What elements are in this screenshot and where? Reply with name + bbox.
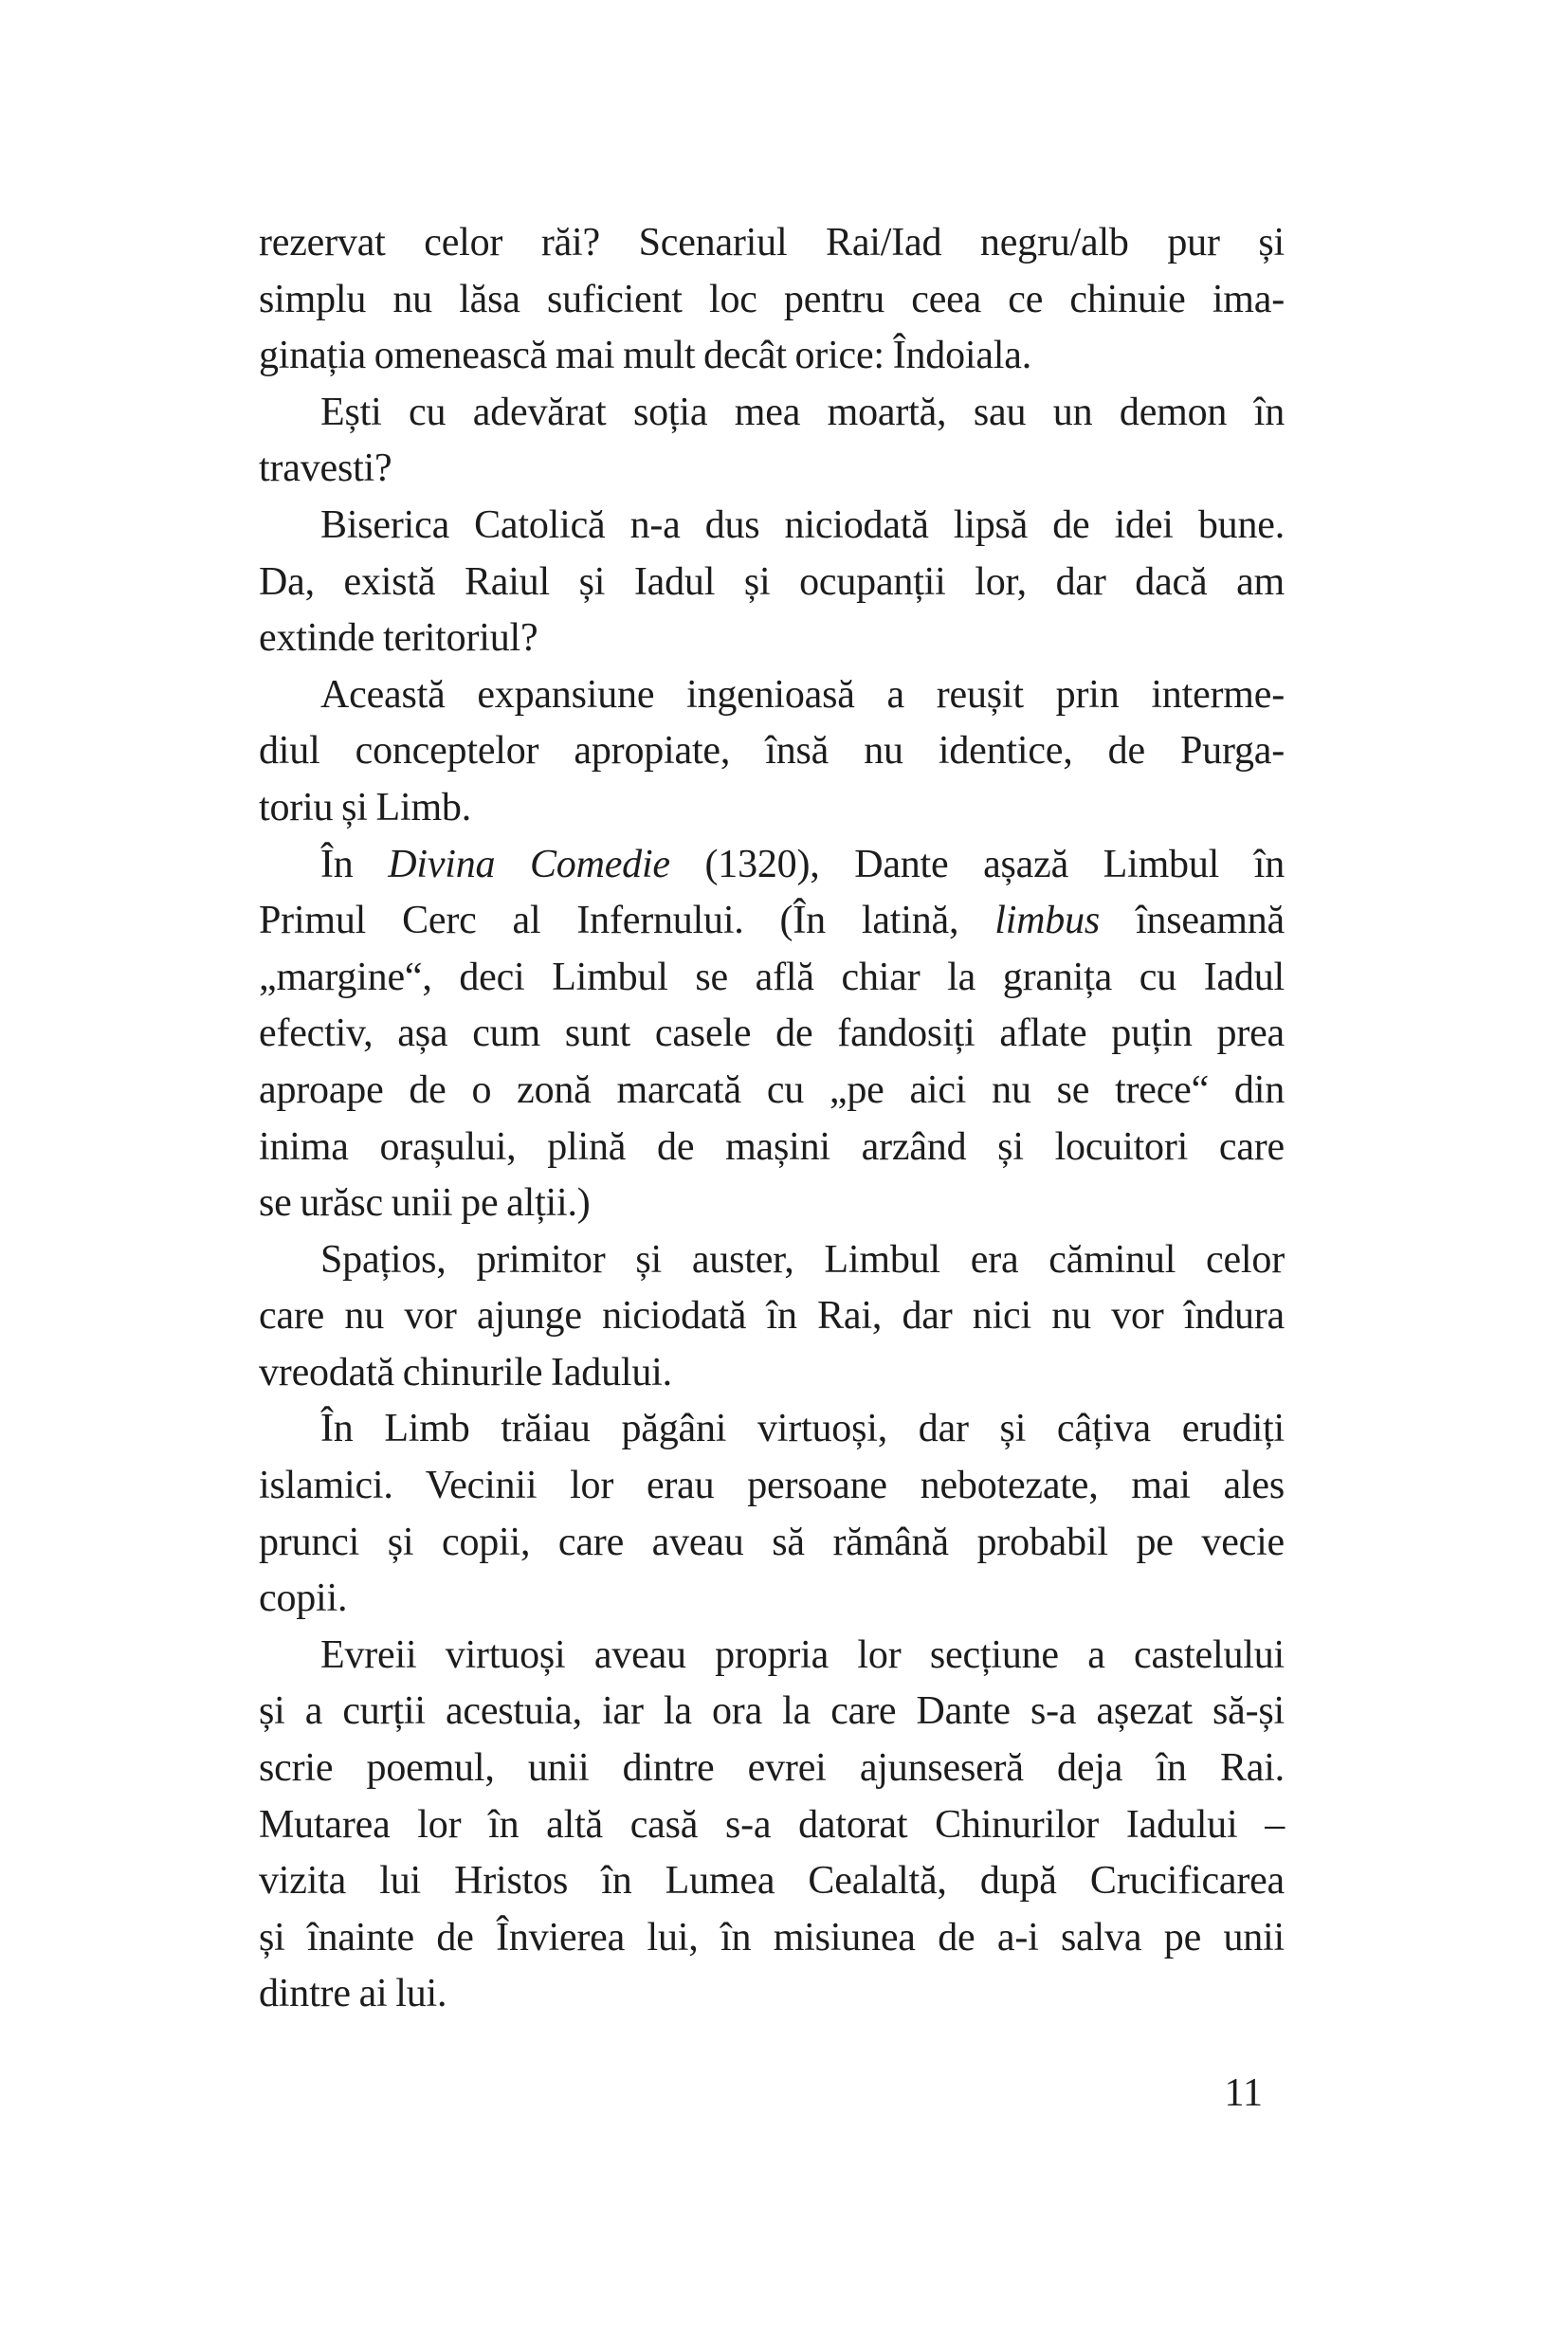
text-segment: În [320, 842, 389, 886]
text-segment: vreodată chinurile Iadului. [259, 1350, 672, 1394]
text-line [259, 1288, 1285, 1345]
text-line [259, 385, 1285, 442]
text-segment: extinde teritoriul? [259, 616, 538, 661]
text-line [259, 1628, 1285, 1685]
text-segment: scrie poemul, unii dintre evrei ajunseseră deja în Rai. [259, 1746, 1285, 1791]
text-segment: Primul Cerc al Infernului. (În latină, [259, 899, 995, 943]
text-line [259, 1232, 1285, 1289]
text-segment: Evreii virtuoși aveau propria lor secțiune a castelului [320, 1632, 1285, 1677]
text-segment: (1320), Dante așază Limbul în [669, 842, 1285, 886]
text-line [259, 667, 1285, 724]
text-line [259, 1458, 1285, 1515]
text-segment: islamici. Vecinii lor erau persoane nebotezate, mai ales [259, 1464, 1285, 1508]
text-segment: Ești cu adevărat soția mea moartă, sau un demon în [320, 390, 1285, 434]
text-line [259, 1571, 1285, 1628]
text-segment: și înainte de Învierea lui, în misiunea de a-i salva pe unii [259, 1915, 1285, 1959]
text-segment: Biserica Catolică n-a dus niciodată lipsă de idei bune. [320, 502, 1285, 547]
text-line [259, 1063, 1285, 1120]
text-line [259, 1401, 1285, 1458]
text-segment: În Limb trăiau păgâni virtuoși, dar și câțiva erudiți [320, 1407, 1285, 1451]
text-segment: care nu vor ajunge niciodată în Rai, dar nici nu vor îndura [259, 1294, 1285, 1339]
text-line [259, 498, 1285, 555]
text-line [259, 780, 1285, 837]
text-segment: înseamnă [1100, 899, 1285, 943]
text-segment: se urăsc unii pe alții.) [259, 1181, 591, 1226]
text-segment: ginația omenească mai mult decât orice: Îndoiala. [259, 334, 1032, 378]
text-segment: dintre ai lui. [259, 1972, 447, 2016]
text-line [259, 837, 1285, 894]
text-segment: Această expansiune ingenioasă a reușit prin interme- [320, 672, 1285, 717]
text-line [259, 1120, 1285, 1176]
text-line [259, 1006, 1285, 1063]
text-line [259, 1966, 1285, 2023]
text-line [259, 328, 1285, 385]
text-line [259, 1345, 1285, 1402]
text-segment: Spațios, primitor și auster, Limbul era căminul celor [320, 1237, 1285, 1282]
italic-text-segment: limbus [994, 899, 1101, 943]
text-line [259, 1684, 1285, 1740]
text-segment: vizita lui Hristos în Lumea Cealaltă, după Crucificarea [259, 1859, 1285, 1904]
text-line [259, 555, 1285, 611]
text-line [259, 441, 1285, 498]
text-segment: travesti? [259, 447, 392, 491]
page-number: 11 [1224, 2071, 1263, 2115]
text-line [259, 1910, 1285, 1967]
text-segment: prunci și copii, care aveau să rămână probabil pe vecie [259, 1520, 1285, 1564]
text-line [259, 215, 1285, 272]
italic-text-segment: Divina Comedie [388, 842, 670, 886]
text-segment: inima orașului, plină de mașini arzând și locuitori care [259, 1124, 1285, 1169]
text-line [259, 272, 1285, 329]
text-line [259, 723, 1285, 780]
text-segment: și a curții acestuia, iar la ora la care Dante s-a așezat să-și [259, 1689, 1285, 1734]
text-line [259, 1740, 1285, 1797]
text-segment: aproape de o zonă marcată cu „pe aici nu se trece“ din [259, 1067, 1285, 1112]
text-segment: Da, există Raiul și Iadul și ocupanții lor, dar dacă am [259, 559, 1285, 604]
body-text [259, 215, 1285, 2023]
text-segment: diul conceptelor apropiate, însă nu identice, de Purga- [259, 729, 1285, 774]
text-segment: copii. [259, 1576, 348, 1621]
text-line [259, 1853, 1285, 1910]
text-line [259, 893, 1285, 950]
text-line [259, 1515, 1285, 1572]
text-line [259, 950, 1285, 1007]
text-segment: Mutarea lor în altă casă s-a datorat Chinurilor Iadului – [259, 1802, 1285, 1847]
text-segment: „margine“, deci Limbul se află chiar la granița cu Iadul [259, 955, 1285, 999]
text-segment: rezervat celor răi? Scenariul Rai/Iad negru/alb pur și [259, 221, 1285, 264]
text-line [259, 1797, 1285, 1854]
text-line [259, 1176, 1285, 1232]
text-segment: simplu nu lăsa suficient loc pentru ceea ce chinuie ima- [259, 277, 1285, 321]
text-segment: efectiv, așa cum sunt casele de fandosiți aflate puțin prea [259, 1011, 1285, 1056]
text-line [259, 611, 1285, 667]
text-segment: toriu și Limb. [259, 785, 472, 829]
